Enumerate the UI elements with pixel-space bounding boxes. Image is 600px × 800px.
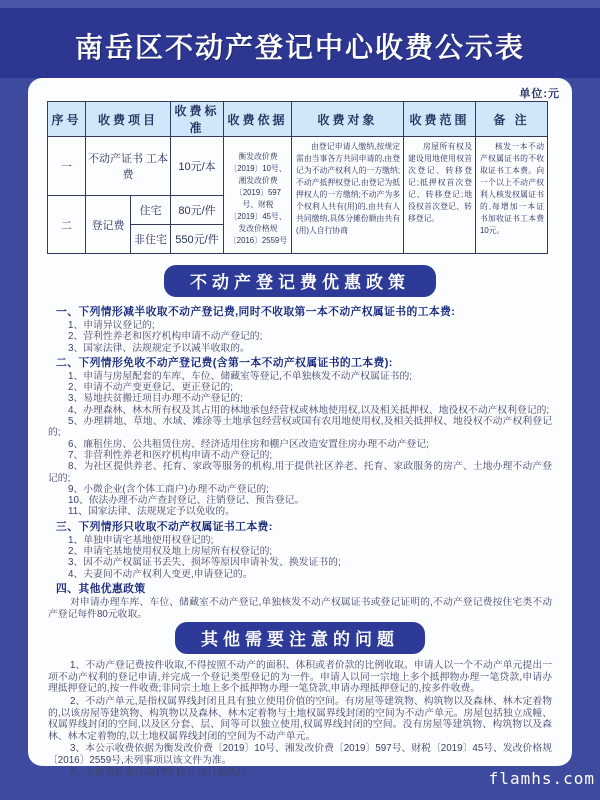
policy-line: 1、申请与房屋配套的车库、车位、储藏室等登记,不单独核发不动产权属证书的; xyxy=(68,370,412,382)
policy-line: 7、非营利性养老和医疗机构申请不动产登记的; xyxy=(68,449,273,461)
cell-fee-scope: 房屋所有权及建设用地使用权首次登记、转移登记;抵押权首次登记、转移登记;地役权首次登记、转移登记。 xyxy=(404,137,476,254)
policy-line: 4、办理森林、林木所有权及其占用的林地承包经营权或林地使用权,以及相关抵押权、地役权不动产权利登记的; xyxy=(68,404,550,416)
cell-row2-sub1-standard: 80元/件 xyxy=(171,196,224,225)
top-edge-strip xyxy=(0,0,600,8)
notes-line: 4、本收费标准自2019年10月18日起执行。 xyxy=(70,767,257,779)
policy-banner-wrap xyxy=(28,265,572,297)
policy-line: 2、申请不动产变更登记、更正登记的; xyxy=(68,382,233,394)
cell-fee-note: 核发一本不动产权属证书的不收取证书工本费。向一个以上不动产权利人核发权属证书的,每增加一本证书加收证书工本费10元。 xyxy=(476,137,548,254)
cell-fee-basis: 衡发改价费〔2019〕10号、湘发改价费〔2019〕597号、财税〔2019〕45号、发改价格规〔2016〕2559号 xyxy=(224,137,292,254)
notes-line: 2、不动产单元,是指权属界线封闭且具有独立使用价值的空间。有房屋等建筑物、构筑物以及森林、林木定着物的,以该房屋等建筑物、构筑物以及森林、林木定着物与土地权属界线封闭的空间为不动产单元。房屋包括独立成幢、权属界线封闭的空间,以及区分套、层、间等可以独立使用,权属界线封闭的空间。没有房屋等建筑物、构筑物以及森林、林木定着物的,以土地权属界线封闭的空间为不动产单元。 xyxy=(48,695,552,742)
cell-fee-payer: 由登记申请人缴纳,按规定需由当事各方共同申请的,由登记为不动产权利人的一方缴纳;不动产抵押权登记,由登记为抵押权人的一方缴纳;不动产为多个权利人共有(用)的,由共有人共同缴纳,具体分摊份额由共有(用)人自行协商 xyxy=(292,137,404,254)
notes-banner-wrap xyxy=(28,622,572,654)
policy-text-block xyxy=(28,297,572,620)
notes-text-block xyxy=(28,654,572,779)
policy-line: 3、国家法律、法规规定予以减半收取的。 xyxy=(68,342,250,354)
cell-row1-standard: 10元/本 xyxy=(171,137,224,196)
policy-line: 四、其他优惠政策 xyxy=(56,582,146,595)
policy-line: 1、单独申请宅基地使用权登记的; xyxy=(68,534,214,546)
policy-line: 11、国家法律、法规规定予以免收的。 xyxy=(68,506,235,518)
fee-table xyxy=(47,101,548,254)
policy-line: 8、为社区提供养老、托育、家政等服务的机构,用于提供社区养老、托育、家政服务的房产、土地办理不动产登记的; xyxy=(48,461,552,484)
notes-line: 3、本公示收费依据为衡发改价费〔2019〕10号、湘发改价费〔2019〕597号、财税〔2019〕45号、发改价格规〔2016〕2559号,未列事项以该文件为准。 xyxy=(48,743,552,766)
policy-line: 9、小微企业(含个体工商户)办理不动产登记的; xyxy=(68,483,269,495)
content-panel xyxy=(28,78,572,779)
policy-line: 对申请办理车库、车位、储藏室不动产登记,单独核发不动产权属证书或登记证明的,不动产登记费按住宅类不动产登记每件80元收取。 xyxy=(48,596,552,620)
header-shoufei-biaozhun: 收费标准 xyxy=(171,102,224,137)
header-shoufei-fanwei: 收费范围 xyxy=(404,102,476,137)
notes-banner: 其他需要注意的问题 xyxy=(175,622,425,654)
policy-line: 3、易地扶贫搬迁项目办理不动产登记的; xyxy=(68,393,243,405)
policy-banner: 不动产登记费优惠政策 xyxy=(164,265,436,297)
cell-row2-sub1-type: 住宅 xyxy=(131,196,171,225)
policy-line: 3、因不动产权属证书丢失、损坏等原因申请补发、换发证书的; xyxy=(68,557,341,569)
header-shoufei-yiju: 收费依据 xyxy=(224,102,292,137)
policy-line: 10、依法办理不动产查封登记、注销登记、预告登记。 xyxy=(68,495,305,507)
watermark-text: flamhs.com xyxy=(488,769,595,788)
header-beizhu: 备 注 xyxy=(476,102,548,137)
page-title: 南岳区不动产登记中心收费公示表 xyxy=(74,32,525,63)
cell-row2-sub2-type: 非住宅 xyxy=(131,225,171,254)
header-shoufei-duixiang: 收费对象 xyxy=(292,102,404,137)
cell-row1-no: 一 xyxy=(48,137,86,196)
policy-line: 6、廉租住房、公共租赁住房、经济适用住房和棚户区改造安置住房办理不动产登记; xyxy=(68,438,429,450)
cell-row2-no: 二 xyxy=(48,196,86,254)
header-shoufei-xiangmu: 收费项目 xyxy=(86,102,171,137)
policy-line: 二、下列情形免收不动产登记费(含第一本不动产权属证书的工本费): xyxy=(56,356,393,369)
table-row-certificate-fee xyxy=(48,137,548,196)
notes-line: 1、不动产登记费按件收取,不得按照不动产的面积、体积或者价款的比例收取。申请人以一个不动产单元提出一项不动产权利的登记申请,并完成一个登记类型登记的为一件。申请人以同一宗地上多个抵押物办理一笔贷款,申请办理抵押登记的,按一件收费;非同宗土地上多个抵押物办理一笔贷款,申请办理抵押登记的,按多件收费。 xyxy=(48,660,552,695)
policy-line: 三、下列情形只收取不动产权属证书工本费: xyxy=(56,520,273,533)
cell-row2-sub2-standard: 550元/件 xyxy=(171,225,224,254)
policy-line: 4、夫妻间不动产权利人变更,申请登记的。 xyxy=(68,568,253,580)
policy-line: 一、下列情形减半收取不动产登记费,同时不收取第一本不动产权属证书的工本费: xyxy=(56,306,456,318)
policy-line: 1、申请异议登记的; xyxy=(68,320,155,331)
policy-line: 2、营利性养老和医疗机构申请不动产登记的; xyxy=(68,331,263,343)
unit-label: 单位:元 xyxy=(519,88,560,100)
table-header-row xyxy=(48,102,548,137)
header-xuhao: 序号 xyxy=(48,102,86,137)
policy-line: 2、申请宅基地使用权及地上房屋所有权登记的; xyxy=(68,546,273,558)
policy-line: 5、办理耕地、草地、水域、滩涂等土地承包经营权或国有农用地使用权,及相关抵押权、地役权不动产权利登记的; xyxy=(48,416,552,439)
cell-row1-item: 不动产证书 工本费 xyxy=(86,137,171,196)
cell-row2-item: 登记费 xyxy=(86,196,131,254)
